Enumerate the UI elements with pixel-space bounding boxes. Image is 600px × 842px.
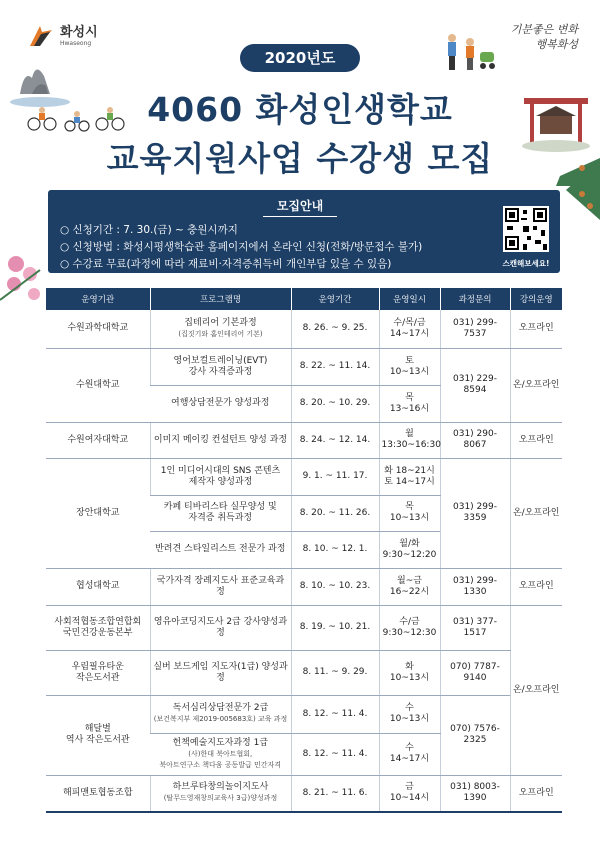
period-cell: 8. 10. ~ 10. 23. (291, 568, 379, 605)
contact-cell: 070) 7787-9140 (440, 650, 510, 695)
program-subtitle: (사)한대 북아트협회, 북아트연구소 책다움 공동발급 민간자격 (159, 749, 282, 769)
mode-cell: 오프라인 (510, 310, 562, 348)
table-header-row (46, 288, 562, 310)
period-cell: 8. 12. ~ 11. 4. (291, 733, 379, 775)
family-illustration (440, 30, 500, 76)
program-cell: 이미지 메이킹 컨설턴트 양성 과정 (150, 422, 291, 458)
org-cell: 수원대학교 (46, 348, 150, 422)
program-name: 집테리어 기본과정 (184, 317, 257, 328)
mode-cell: 온/오프라인 (510, 605, 562, 775)
period-cell: 8. 21. ~ 11. 6. (291, 775, 379, 812)
program-cell (150, 775, 291, 812)
time-cell: 목 13~16시 (379, 385, 440, 422)
time-cell: 수/금 9:30~12:30 (379, 605, 440, 650)
contact-cell: 031) 8003-1390 (440, 775, 510, 812)
col-header-org: 운영기관 (46, 288, 150, 310)
mode-cell: 오프라인 (510, 568, 562, 605)
year-badge: 2020년도 (240, 44, 360, 72)
program-cell: 영유아코딩지도사 2급 강사양성과정 (150, 605, 291, 650)
info-line-fee: ○ 수강료 무료(과정에 따라 재료비·자격증취득비 개인부담 있을 수 있음) (60, 258, 392, 270)
program-name: 독서심리상담전문가 2급 (172, 703, 269, 713)
program-cell: 1인 미디어시대의 SNS 콘텐츠 제작자 양성과정 (150, 458, 291, 495)
contact-cell: 031) 299-7537 (440, 310, 510, 348)
program-name: 하브루타창의놀이지도사 (172, 782, 269, 793)
logo-name: 화성시 (60, 24, 98, 40)
period-cell: 8. 24. ~ 12. 14. (291, 422, 379, 458)
info-line-method: ○ 신청방법 : 화성시평생학습관 홈페이지에서 온라인 신청(전화/방문접수 불가) (60, 241, 423, 253)
hwaseong-logo-mark-icon (28, 24, 54, 48)
city-slogan: 기분좋은 변화 행복화성 (510, 23, 578, 51)
qr-scan-label: 스캔해보세요! (502, 259, 550, 268)
info-lines (60, 222, 422, 273)
program-name: 헌책예술지도자과정 1급 (172, 737, 269, 748)
table-row (46, 458, 562, 495)
info-heading: 모집안내 (263, 197, 337, 217)
col-header-period: 운영기간 (291, 288, 379, 310)
period-cell: 8. 19. ~ 10. 21. (291, 605, 379, 650)
contact-cell: 031) 299-1330 (440, 568, 510, 605)
mode-cell: 오프라인 (510, 422, 562, 458)
mode-cell: 온/오프라인 (510, 458, 562, 568)
col-header-mode: 강의운영 (510, 288, 562, 310)
program-cell: 국가자격 장례지도사 표준교육과정 (150, 568, 291, 605)
time-cell: 수/목/금 14~17시 (379, 310, 440, 348)
table-row (46, 568, 562, 605)
org-cell: 사회적협동조합연합회 국민건강운동본부 (46, 605, 150, 650)
program-cell: 카페 티바리스타 실무양성 및 자격증 취득과정 (150, 495, 291, 531)
program-cell (150, 695, 291, 733)
program-subtitle: (보건복지부 제2019-005683호) 교육 과정 (153, 715, 288, 723)
table-row (46, 310, 562, 348)
period-cell: 8. 11. ~ 9. 29. (291, 650, 379, 695)
contact-cell: 031) 377-1517 (440, 605, 510, 650)
col-header-contact: 과정문의 (440, 288, 510, 310)
col-header-program: 프로그램명 (150, 288, 291, 310)
period-cell: 8. 10. ~ 12. 1. (291, 531, 379, 568)
time-cell: 토 10~13시 (379, 348, 440, 385)
program-cell (150, 310, 291, 348)
page-title-line2: 교육지원사업 수강생 모집 (106, 139, 494, 178)
contact-cell: 031) 229-8594 (440, 348, 510, 422)
time-cell: 목 10~13시 (379, 495, 440, 531)
logo-name-en: Hwaseong (60, 39, 92, 47)
period-cell: 8. 20. ~ 11. 26. (291, 495, 379, 531)
table-row (46, 650, 562, 695)
qr-code-icon[interactable] (503, 206, 549, 252)
org-cell: 협성대학교 (46, 568, 150, 605)
time-cell: 수 14~17시 (379, 733, 440, 775)
time-cell: 화 10~13시 (379, 650, 440, 695)
org-cell: 우림필유타운 작은도서관 (46, 650, 150, 695)
contact-cell: 070) 7576-2325 (440, 695, 510, 775)
time-cell: 월~금 16~22시 (379, 568, 440, 605)
mode-cell: 오프라인 (510, 775, 562, 812)
period-cell: 8. 12. ~ 11. 4. (291, 695, 379, 733)
org-cell: 수원여자대학교 (46, 422, 150, 458)
table-row (46, 695, 562, 733)
program-schedule-table (46, 288, 562, 813)
table-row (46, 605, 562, 650)
time-cell: 월 13:30~16:30 (379, 422, 440, 458)
program-subtitle: (탈무드영재창의교육사 3급)양성과정 (163, 794, 278, 803)
period-cell: 8. 26. ~ 9. 25. (291, 310, 379, 348)
program-cell: 반려견 스타일리스트 전문가 과정 (150, 531, 291, 568)
period-cell: 9. 1. ~ 11. 17. (291, 458, 379, 495)
org-cell: 해피맨토협동조합 (46, 775, 150, 812)
org-cell: 수원과학대학교 (46, 310, 150, 348)
contact-cell: 031) 290-8067 (440, 422, 510, 458)
table-row (46, 348, 562, 385)
program-cell: 영어보컬트레이닝(EVT) 강사 자격증과정 (150, 348, 291, 385)
col-header-time: 운영일시 (379, 288, 440, 310)
program-subtitle: (집짓기와 홈인테리어 기본) (178, 329, 263, 338)
time-cell: 화 18~21시 토 14~17시 (379, 458, 440, 495)
table-row (46, 775, 562, 812)
time-cell: 수 10~13시 (379, 695, 440, 733)
program-cell (150, 733, 291, 775)
org-cell: 해달별 역사 작은도서관 (46, 695, 150, 775)
period-cell: 8. 20. ~ 10. 29. (291, 385, 379, 422)
page-title-line1: 4060 화성인생학교 (147, 90, 453, 129)
pink-flower-decoration (0, 250, 50, 310)
period-cell: 8. 22. ~ 11. 14. (291, 348, 379, 385)
org-cell: 장안대학교 (46, 458, 150, 568)
table-row (46, 422, 562, 458)
time-cell: 월/화 9:30~12:20 (379, 531, 440, 568)
mode-cell: 온/오프라인 (510, 348, 562, 422)
contact-cell: 031) 299-3359 (440, 458, 510, 568)
program-cell: 여행상담전문가 양성과정 (150, 385, 291, 422)
program-cell: 실버 보드게임 지도자(1급) 양성과정 (150, 650, 291, 695)
hwaseong-logo (28, 24, 98, 48)
time-cell: 금 10~14시 (379, 775, 440, 812)
info-line-period: ○ 신청기간 : 7. 30.(금) ~ 충원시까지 (60, 224, 238, 236)
